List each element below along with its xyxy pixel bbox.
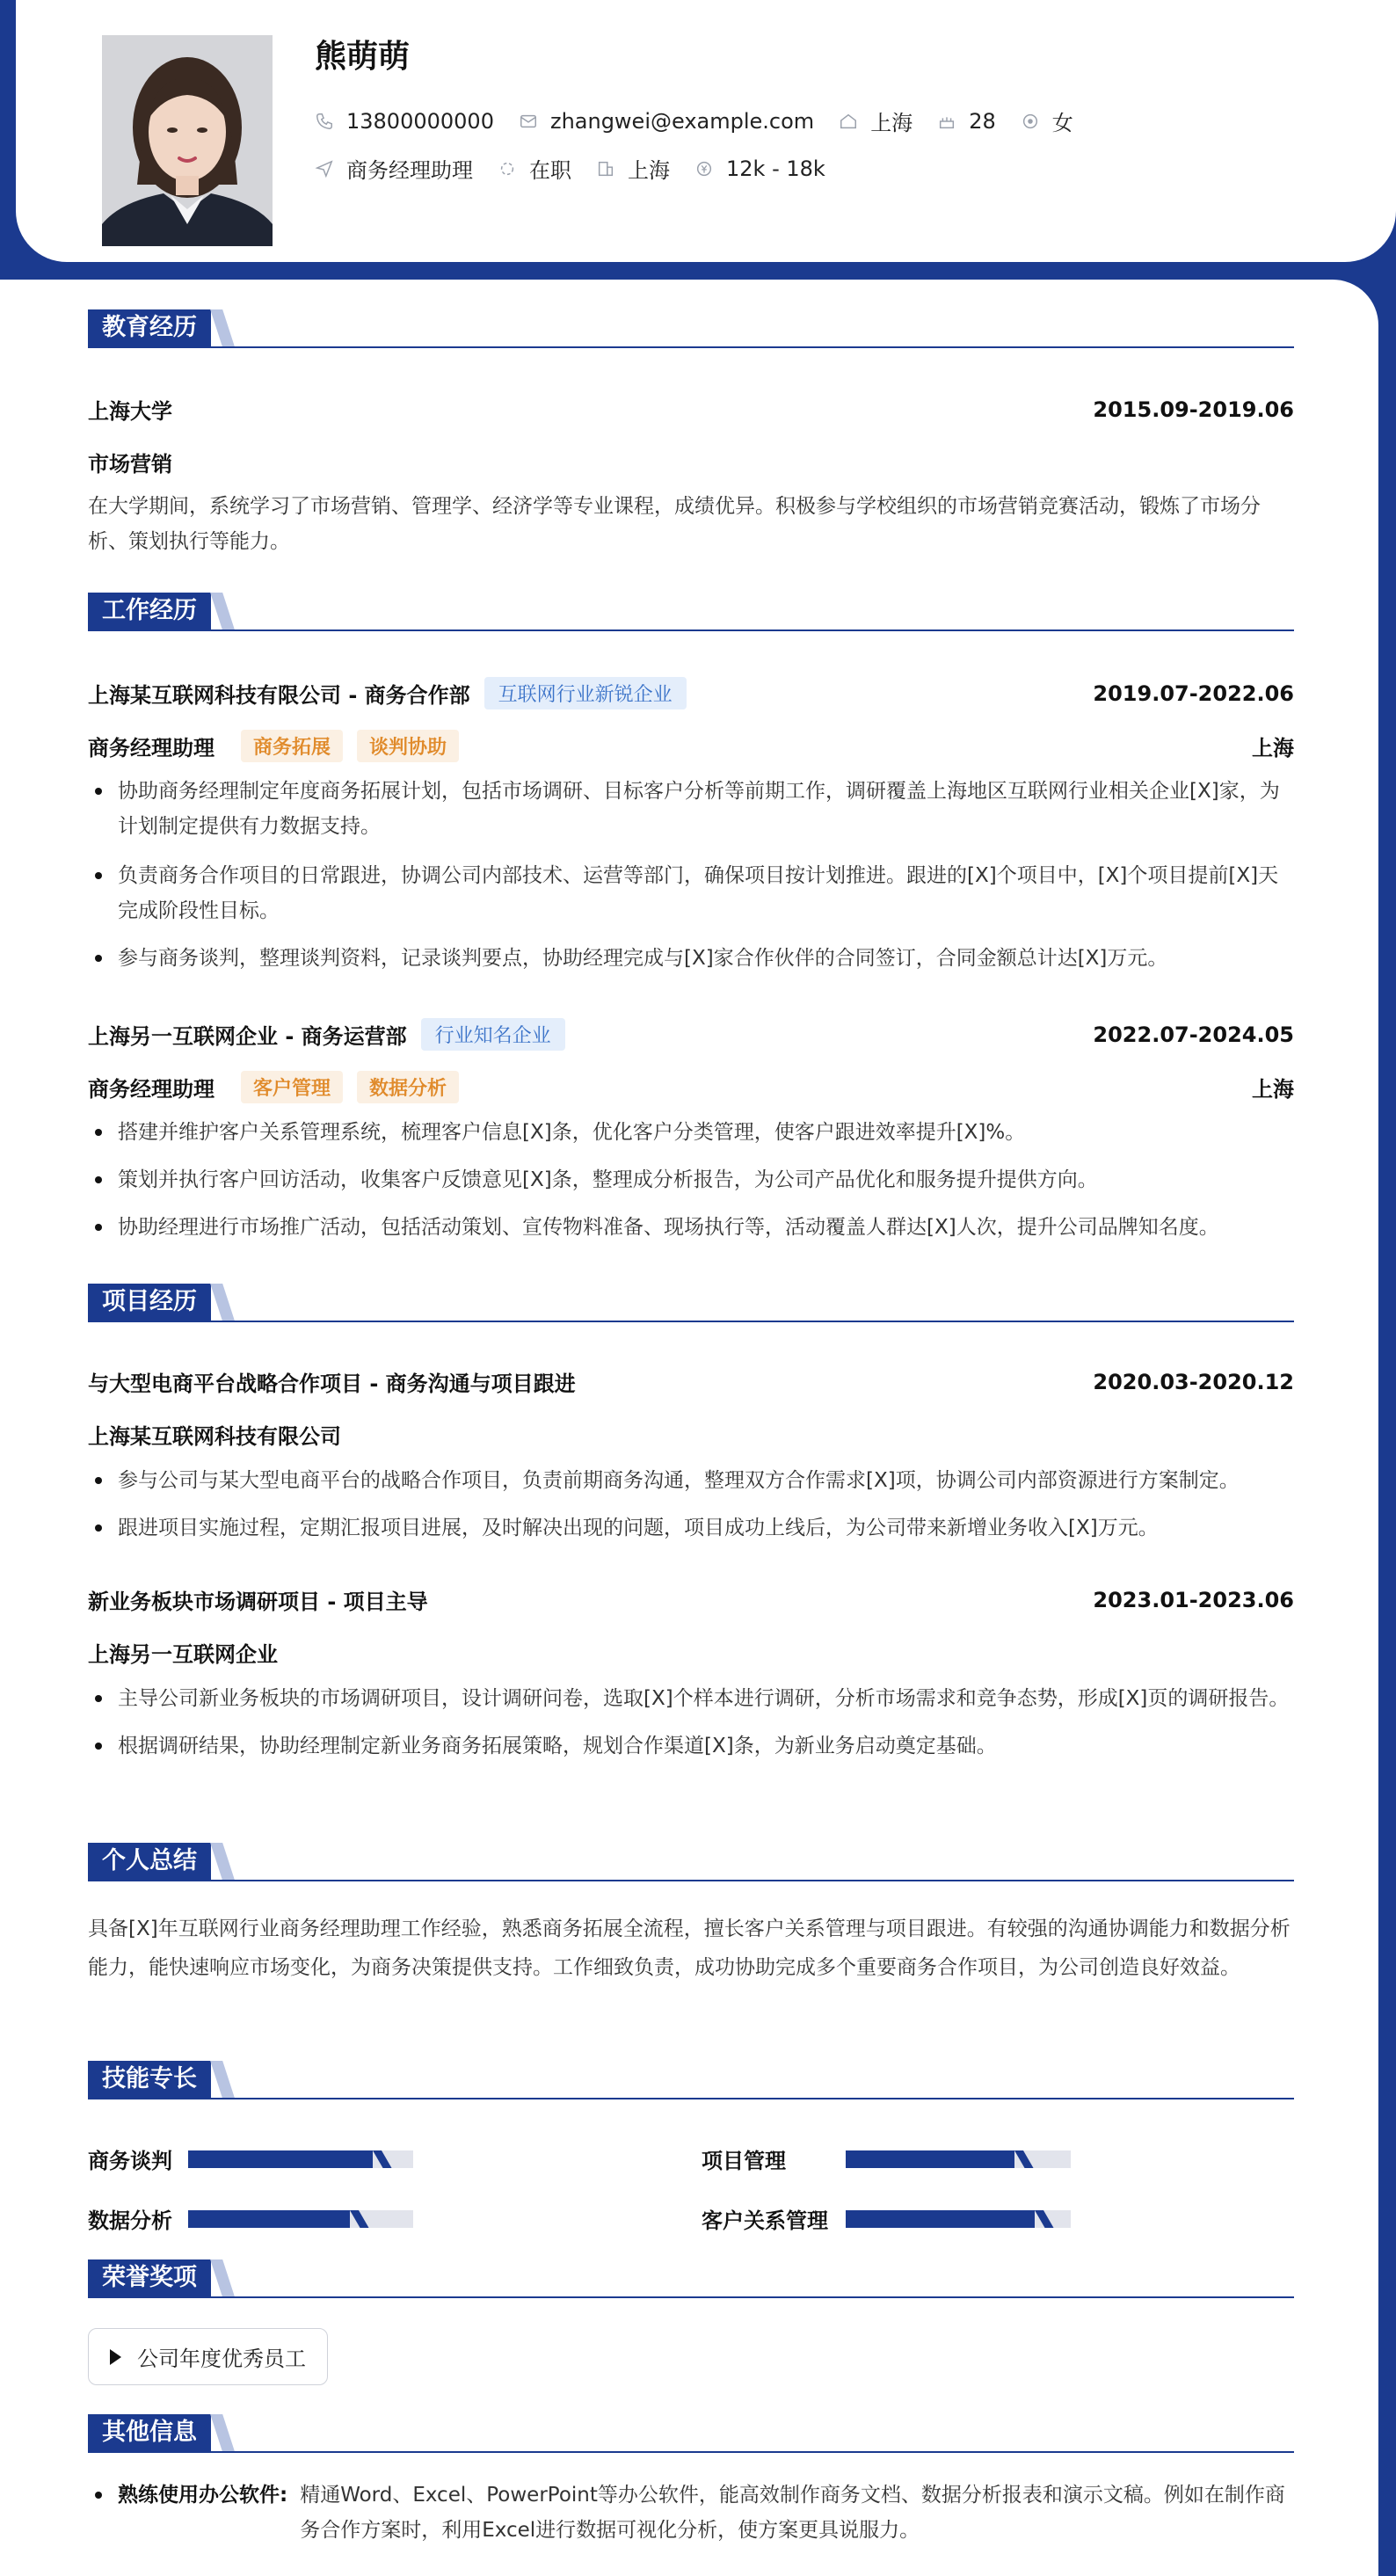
skill-bar [188,2150,413,2168]
job-role-row [88,1071,1294,1103]
skill-tag: 客户管理 [241,1071,343,1103]
job-period: 2022.07-2024.05 [1093,1022,1294,1047]
target-job-info [315,153,473,184]
list-item: 负责商务合作项目的日常跟进，协调公司内部技术、运营等部门，确保项目按计划推进。跟进的[X]个项目中，[X]个项目提前[X]天完成阶段性目标。 [88,858,1294,928]
section-header [88,2414,1294,2453]
education-period: 2015.09-2019.06 [1093,397,1294,422]
major-row [88,447,1294,477]
hometown-info [839,106,912,136]
list-item: 主导公司新业务板块的市场调研项目，设计调研问卷，选取[X]个样本进行调研，分析市场需求和竞争态势，形成[X]页的调研报告。 [88,1681,1294,1716]
other-text: 精通Word、Excel、PowerPoint等办公软件，能高效制作商务文档、数据分析报表和演示文稿。例如在制作商务合作方案时，利用Excel进行数据可视化分析，使方案更具说服力。 [300,2484,1285,2542]
summary-section [88,1843,1294,1979]
skill-tag: 商务拓展 [241,730,343,762]
project-name: 与大型电商平台战略合作项目 - 商务沟通与项目跟进 [88,1372,576,1396]
skill-name: 项目管理 [702,2149,786,2173]
list-item: 根据调研结果，协助经理制定新业务商务拓展策略，规划合作渠道[X]条，为新业务启动奠定基础。 [88,1728,1294,1764]
skill-bar [846,2150,1071,2168]
job-city: 上海 [1252,736,1294,760]
status-icon [498,159,517,178]
section-divider [88,346,1294,348]
section-divider [88,2098,1294,2099]
section-header [88,2259,1294,2298]
home-icon [839,112,858,131]
target-city-info [596,153,670,184]
job-header [88,677,1294,709]
job-role: 商务经理助理 [88,736,214,760]
title-accent [210,309,235,346]
education-description: 在大学期间，系统学习了市场营销、管理学、经济学等专业课程，成绩优异。积极参与学校组织的市场营销竞赛活动，锻炼了市场分析、策划执行等能力。 [88,495,1261,553]
list-item: 策划并执行客户回访活动，收集客户反馈意见[X]条，整理成分析报告，为公司产品优化和服务提升提供方向。 [88,1162,1294,1197]
target-city-text: 上海 [628,158,670,183]
job-bullets [88,1115,1294,1245]
section-divider [88,2451,1294,2453]
skill-bar-fill [846,2150,1014,2168]
skills-section [88,2061,1294,2233]
title-accent [210,1284,235,1321]
section-title: 项目经历 [88,1284,211,1321]
salary-info [694,156,825,181]
section-divider [88,1321,1294,1322]
other-list [88,2478,1294,2548]
job-intent-row [315,153,850,184]
project-period: 2023.01-2023.06 [1093,1587,1294,1612]
company-name: 上海另一互联网企业 - 商务运营部 [88,1024,407,1049]
candidate-name: 熊萌萌 [315,39,411,75]
skill-item [702,2203,1071,2234]
company-tag: 行业知名企业 [421,1018,565,1051]
skill-tag: 数据分析 [357,1071,459,1103]
phone-text: 13800000000 [346,108,494,134]
project-bullets [88,1463,1294,1546]
project-company: 上海某互联网科技有限公司 [88,1424,341,1449]
projects-section [88,1284,1294,1757]
company-tag: 互联网行业新锐企业 [484,677,687,709]
section-title: 其他信息 [88,2414,211,2451]
section-header [88,1843,1294,1881]
list-item [88,2478,1294,2548]
phone-info [315,109,494,134]
section-divider [88,1880,1294,1881]
title-accent [210,2061,235,2098]
target-job-text: 商务经理助理 [346,158,473,183]
title-accent [210,593,235,629]
skill-item [88,2143,413,2174]
skill-bar-fill [188,2150,373,2168]
section-title: 个人总结 [88,1843,211,1880]
list-item: 搭建并维护客户关系管理系统，梳理客户信息[X]条，优化客户分类管理，使客户跟进效率提升[X]%。 [88,1115,1294,1150]
section-header [88,2061,1294,2099]
email-text: zhangwei@example.com [549,108,815,134]
education-section [88,309,1294,553]
resume-body [0,280,1378,2576]
section-divider [88,629,1294,631]
section-header [88,1284,1294,1322]
company-name: 上海某互联网科技有限公司 - 商务合作部 [88,683,470,708]
title-accent [210,2414,235,2451]
section-title: 工作经历 [88,593,211,629]
job-role-row [88,730,1294,762]
title-accent [210,1843,235,1880]
project-name: 新业务板块市场调研项目 - 项目主导 [88,1590,428,1614]
gender-info [1021,106,1073,136]
status-text: 在职 [529,158,571,183]
skill-name: 数据分析 [88,2209,172,2233]
section-header [88,309,1294,348]
section-divider [88,2296,1294,2298]
profile-header [16,0,1396,262]
list-item: 跟进项目实施过程，定期汇报项目进展，及时解决出现的问题，项目成功上线后，为公司带来新增业务收入[X]万元。 [88,1510,1294,1546]
awards-section [88,2259,1294,2371]
skill-name: 商务谈判 [88,2149,172,2173]
skill-item [702,2143,1071,2174]
section-title: 荣誉奖项 [88,2259,211,2296]
gender-icon [1021,112,1040,131]
list-item: 参与公司与某大型电商平台的战略合作项目，负责前期商务沟通，整理双方合作需求[X]项，协调公司内部资源进行方案制定。 [88,1463,1294,1498]
hometown-text: 上海 [870,111,913,135]
project-company-row [88,1419,1294,1450]
list-item: 协助商务经理制定年度商务拓展计划，包括市场调研、目标客户分析等前期工作，调研覆盖上海地区互联网行业相关企业[X]家，为计划制定提供有力数据支持。 [88,774,1294,844]
section-header [88,593,1294,631]
job-bullets [88,774,1294,976]
project-period: 2020.03-2020.12 [1093,1369,1294,1394]
send-icon [315,159,334,178]
status-info [498,153,571,184]
job-role: 商务经理助理 [88,1077,214,1102]
phone-icon [315,112,334,131]
job-city: 上海 [1252,1077,1294,1102]
major-name: 市场营销 [88,452,172,477]
gender-text: 女 [1051,111,1073,135]
project-company-row [88,1637,1294,1668]
email-info [519,109,814,134]
other-label: 熟练使用办公软件: [118,2484,288,2507]
education-header [88,394,1294,425]
project-header [88,1584,1294,1615]
salary-text: 12k - 18k [726,156,825,181]
project-bullets [88,1681,1294,1764]
job-header [88,1018,1294,1051]
other-section [88,2414,1294,2542]
school-name: 上海大学 [88,399,172,424]
award-name: 公司年度优秀员工 [137,2347,306,2371]
project-company: 上海另一互联网企业 [88,1642,278,1667]
section-title: 技能专长 [88,2061,211,2098]
play-icon [110,2349,121,2365]
mail-icon [519,112,538,131]
age-text: 28 [969,108,996,134]
section-title: 教育经历 [88,309,211,346]
coin-icon [694,159,714,178]
skill-bar-fill [846,2210,1035,2228]
skill-item [88,2203,413,2234]
skill-name: 客户关系管理 [702,2209,828,2233]
summary-text: 具备[X]年互联网行业商务经理助理工作经验，熟悉商务拓展全流程，擅长客户关系管理与项目跟进。有较强的沟通协调能力和数据分析能力，能快速响应市场变化，为商务决策提供支持。工作细致负责，成功协助完成多个重要商务合作项目，为公司创造良好效益。 [88,1917,1291,1979]
skill-bar [188,2210,413,2228]
list-item: 协助经理进行市场推广活动，包括活动策划、宣传物料准备、现场执行等，活动覆盖人群达[X]人次，提升公司品牌知名度。 [88,1210,1294,1245]
contact-row [315,106,1098,136]
title-accent [210,2259,235,2296]
job-period: 2019.07-2022.06 [1093,680,1294,706]
list-item: 参与商务谈判，整理谈判资料，记录谈判要点，协助经理完成与[X]家合作伙伴的合同签订，合同金额总计达[X]万元。 [88,941,1294,976]
building-icon [596,159,615,178]
skill-bar [846,2210,1071,2228]
skill-bar-fill [188,2210,350,2228]
skill-tag: 谈判协助 [357,730,459,762]
work-section [88,593,1294,1239]
award-chip [88,2328,328,2385]
age-info [937,109,996,134]
project-header [88,1366,1294,1397]
cake-icon [937,112,956,131]
avatar-photo [102,35,273,246]
